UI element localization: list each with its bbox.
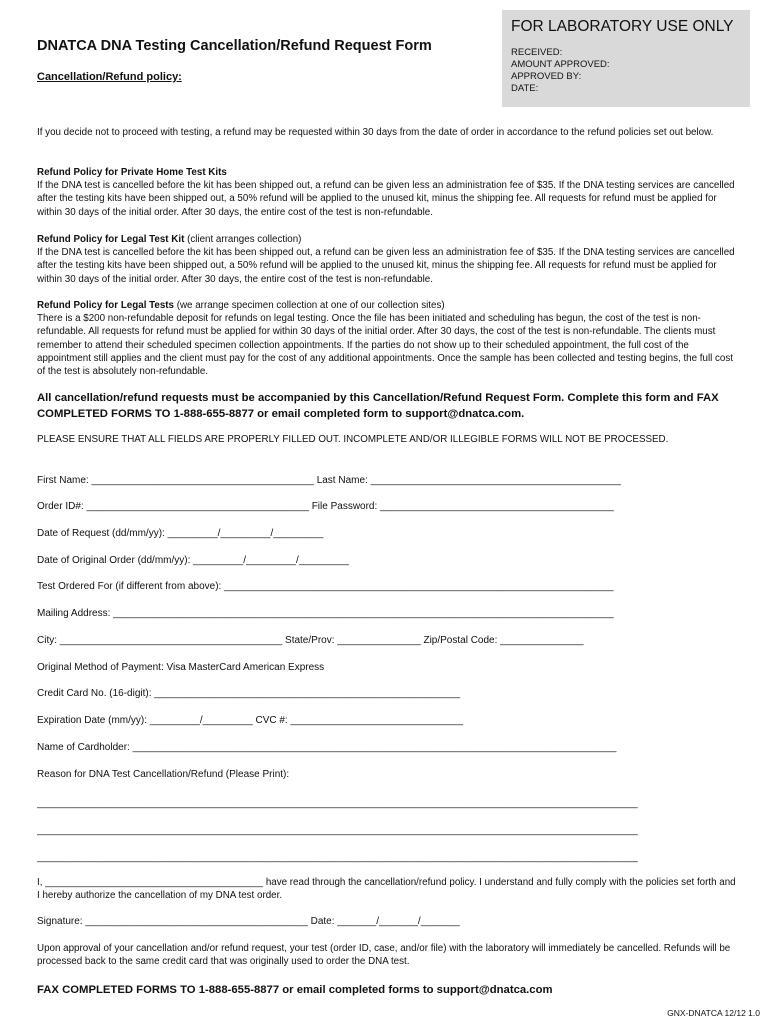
lab-received: RECEIVED: — [511, 47, 563, 58]
mailing-address-field[interactable]: Mailing Address: __________________________________________________________________________________________ — [37, 608, 614, 619]
policy-note: (we arrange specimen collection at one of our collection sites) — [174, 300, 445, 311]
date-of-original-order-field[interactable]: Date of Original Order (dd/mm/yy): _________/_________/_________ — [37, 555, 349, 566]
submission-notice: All cancellation/refund requests must be accompanied by this Cancellation/Refund Request Form. Complete this form and FAX COMPLETED FORMS TO 1-888-655-8877 or email completed form to support@dnatca.com. — [37, 392, 719, 420]
policy-body: If the DNA test is cancelled before the kit has been shipped out, a refund can be given less an administration fee of $35. If the DNA testing services are cancelled after the testing kits have been shipped out, a 50% refund will be applied to the unused kit, minus the shipping fee. All requests for refund must be applied for within 30 days of the initial order. After 30 days, the entire cost of the test is non-refundable. — [37, 247, 735, 285]
lab-amount-approved: AMOUNT APPROVED: — [511, 59, 610, 70]
policy-legal-tests — [37, 299, 737, 378]
form-code: GNX-DNATCA 12/12 1.0 — [667, 1008, 760, 1018]
policy-heading-text: Refund Policy for Legal Test Kit — [37, 234, 185, 245]
policy-body: If the DNA test is cancelled before the kit has been shipped out, a refund can be given less an administration fee of $35. If the DNA testing services are cancelled after the testing kits have been shipped out, a 50% refund will be applied to the unused kit, minus the shipping fee. All requests for refund must be applied for within 30 days of the initial order. After 30 days, the entire cost of the test is non-refundable. — [37, 180, 735, 218]
reason-label: Reason for DNA Test Cancellation/Refund (Please Print): — [37, 769, 290, 780]
lab-date: DATE: — [511, 83, 539, 94]
reason-line-2[interactable]: ____________________________________________________________________________________________________________ — [37, 825, 638, 836]
policy-heading: Cancellation/Refund policy: — [37, 71, 182, 83]
lab-use-title: FOR LABORATORY USE ONLY — [511, 18, 734, 35]
policy-legal-kit — [37, 233, 737, 286]
signature-date-fields[interactable]: Signature: ________________________________________ Date: _______/_______/_______ — [37, 916, 460, 927]
order-id-fields[interactable]: Order ID#: ________________________________________ File Password: __________________________________________ — [37, 501, 614, 512]
reason-line-3[interactable]: ____________________________________________________________________________________________________________ — [37, 852, 638, 863]
credit-card-field[interactable]: Credit Card No. (16-digit): _______________________________________________________ — [37, 688, 461, 699]
intro-paragraph: If you decide not to proceed with testing, a refund may be requested within 30 days from the date of order in accordance to the refund policies set out below. — [37, 127, 714, 138]
date-of-request-field[interactable]: Date of Request (dd/mm/yy): _________/_________/_________ — [37, 528, 324, 539]
policy-heading-text: Refund Policy for Private Home Test Kits — [37, 167, 227, 178]
policy-note: (client arranges collection) — [184, 234, 302, 245]
test-ordered-for-field[interactable]: Test Ordered For (if different from above): ______________________________________________________________________ — [37, 581, 614, 592]
reason-line-1[interactable]: ____________________________________________________________________________________________________________ — [37, 798, 638, 809]
approval-paragraph: Upon approval of your cancellation and/or refund request, your test (order ID, case, and/or file) with the laboratory will immediately be cancelled. Refunds will be processed back to the same credit card that was originally used to order the DNA test. — [37, 943, 731, 968]
lab-approved-by: APPROVED BY: — [511, 71, 582, 82]
acknowledgement-paragraph[interactable]: I, ________________________________________ have read through the cancellation/refund policy. I understand and fully comply with the policies set forth and I hereby authorize the cancellation of my DNA test order. — [37, 877, 736, 902]
policy-body: There is a $200 non-refundable deposit for refunds on legal testing. Once the file has been initiated and scheduling has begun, the cost of the test is non-refundable. All requests for refund must be applied for within 30 days of the initial order. After 30 days, the cost of the test is non-refundable. The clients must remember to attend their scheduled specimen collection appointments. If the parties do not show up to their scheduled appointment, the full cost of the appointment still applies and the client must pay for the cost of any additional appointments. Once the sample has been collected and testing begins, the full cost of the test is absolutely non-refundable. — [37, 313, 734, 378]
policy-heading-text: Refund Policy for Legal Tests — [37, 300, 174, 311]
policy-home-kits — [37, 166, 737, 219]
name-fields[interactable]: First Name: ________________________________________ Last Name: _____________________________________________ — [37, 475, 621, 486]
payment-method-line: Original Method of Payment: Visa MasterCard American Express — [37, 662, 325, 673]
city-state-zip-fields[interactable]: City: ________________________________________ State/Prov: _______________ Zip/Postal Code: _______________ — [37, 635, 584, 646]
lab-use-box — [502, 10, 750, 107]
cardholder-name-field[interactable]: Name of Cardholder: _______________________________________________________________________________________ — [37, 742, 617, 753]
form-title: DNATCA DNA Testing Cancellation/Refund Request Form — [37, 38, 432, 54]
expiration-cvc-fields[interactable]: Expiration Date (mm/yy): _________/_________ CVC #: _______________________________ — [37, 715, 463, 726]
ensure-notice: PLEASE ENSURE THAT ALL FIELDS ARE PROPERLY FILLED OUT. INCOMPLETE AND/OR ILLEGIBLE FORMS WILL NOT BE PROCESSED. — [37, 434, 669, 445]
footer-fax-notice: FAX COMPLETED FORMS TO 1-888-655-8877 or email completed forms to support@dnatca.com — [37, 984, 553, 996]
